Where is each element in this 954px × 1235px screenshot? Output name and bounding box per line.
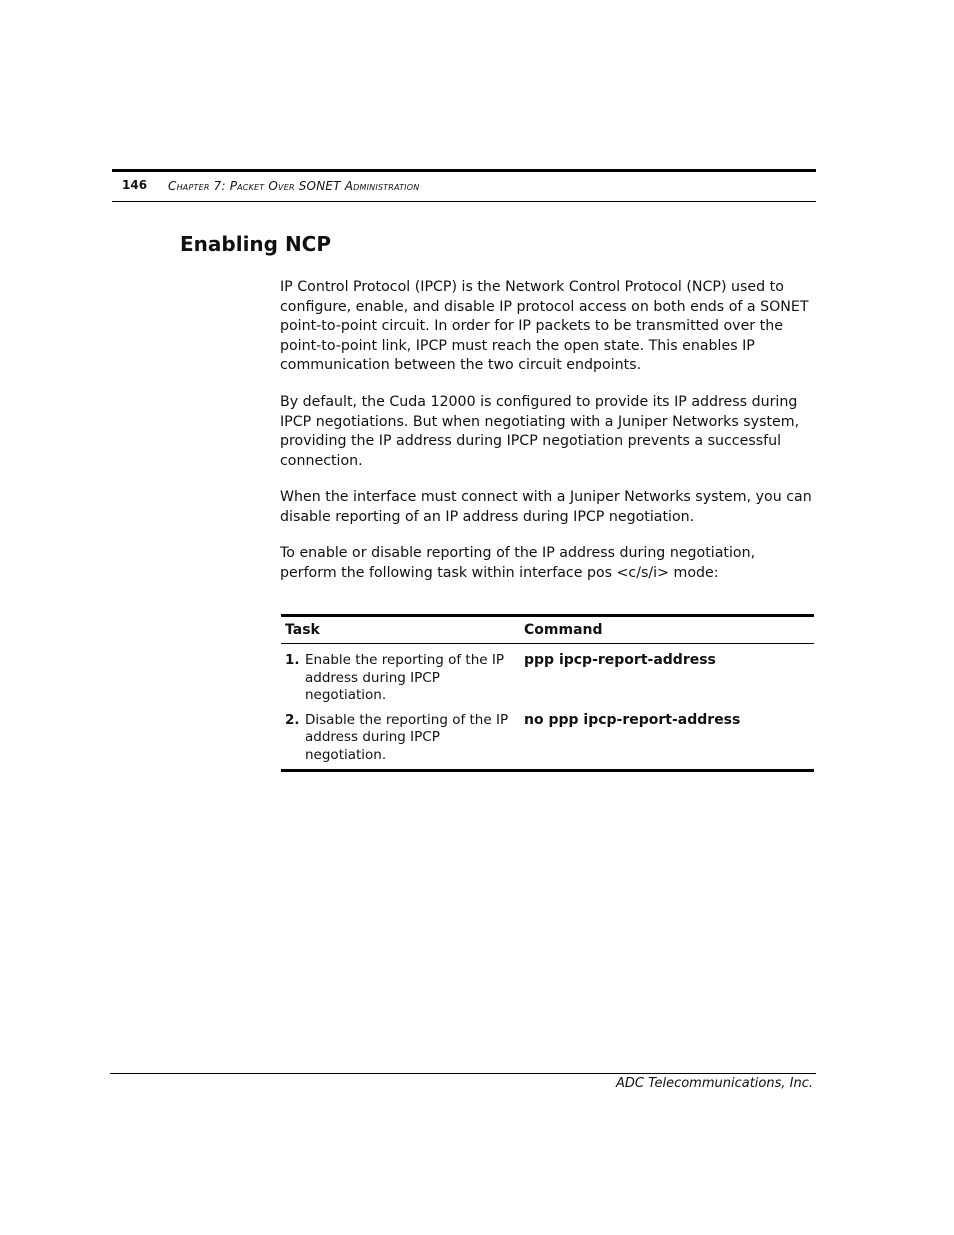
column-header-task: Task <box>285 622 320 638</box>
table-header-row <box>281 617 814 644</box>
task-cell <box>281 712 524 765</box>
step-description: Enable the reporting of the IP address during IPCP negotiation. <box>305 652 504 703</box>
column-header-command: Command <box>524 622 603 638</box>
paragraph-ipcp-intro: IP Control Protocol (IPCP) is the Network Control Protocol (NCP) used to configure, enable, and disable IP protocol access on both ends of a SONET point-to-point circuit. In order for IP packets to be transmitted over the point-to-point link, IPCP must reach the open state. This enables IP communication between the two circuit endpoints. <box>280 279 809 373</box>
footer-company: ADC Telecommunications, Inc. <box>616 1076 813 1091</box>
step-description: Disable the reporting of the IP address during IPCP negotiation. <box>305 711 509 763</box>
command-cell: no ppp ipcp-report-address <box>524 711 741 728</box>
table-row <box>281 705 814 770</box>
paragraph-juniper-note: When the interface must connect with a Juniper Networks system, you can disable reporting of an IP address during IPCP negotiation. <box>280 489 812 525</box>
table-row <box>281 644 814 705</box>
step-number: 1. <box>285 652 300 668</box>
command-cell: ppp ipcp-report-address <box>524 652 716 668</box>
running-header <box>112 169 816 202</box>
task-command-table <box>281 614 814 772</box>
paragraph-task-intro: To enable or disable reporting of the IP address during negotiation, perform the following task within interface pos <c/s/i> mode: <box>280 545 756 581</box>
task-cell <box>281 652 524 705</box>
section-heading: Enabling NCP <box>180 232 332 256</box>
footer-divider <box>110 1073 816 1074</box>
chapter-title: Chapter 7: Packet Over SONET Administration <box>168 179 420 193</box>
page-number: 146 <box>122 178 148 192</box>
paragraph-default-behavior: By default, the Cuda 12000 is configured to provide its IP address during IPCP negotiations. But when negotiating with a Juniper Networks system, providing the IP address during IPCP negotiation prevents a successful connection. <box>280 394 800 469</box>
step-number: 2. <box>285 711 300 728</box>
